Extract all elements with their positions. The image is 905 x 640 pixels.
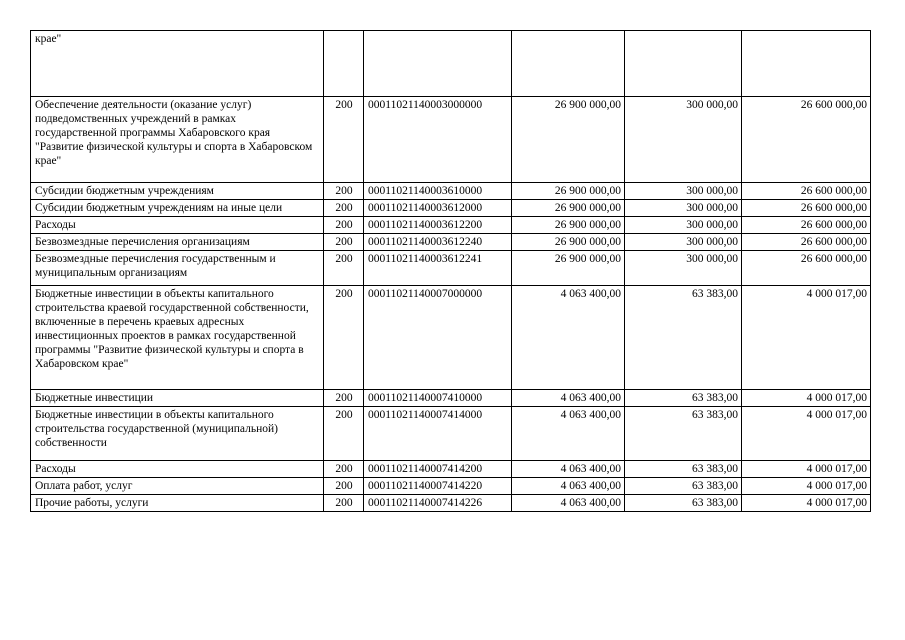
row-code (324, 31, 364, 97)
row-executed: 300 000,00 (625, 200, 742, 217)
table-row (31, 97, 871, 183)
row-unexecuted: 4 000 017,00 (742, 407, 871, 461)
row-unexecuted: 26 600 000,00 (742, 183, 871, 200)
row-code: 200 (324, 407, 364, 461)
table-row (31, 183, 871, 200)
row-name: Оплата работ, услуг (31, 478, 324, 495)
row-name: крае" (31, 31, 324, 97)
row-unexecuted: 4 000 017,00 (742, 286, 871, 390)
row-unexecuted: 26 600 000,00 (742, 234, 871, 251)
row-executed (625, 31, 742, 97)
row-executed: 300 000,00 (625, 234, 742, 251)
row-approved: 26 900 000,00 (512, 251, 625, 286)
row-name: Бюджетные инвестиции (31, 390, 324, 407)
row-executed: 63 383,00 (625, 286, 742, 390)
row-approved: 4 063 400,00 (512, 478, 625, 495)
row-name: Субсидии бюджетным учреждениям (31, 183, 324, 200)
row-code: 200 (324, 390, 364, 407)
row-approved: 4 063 400,00 (512, 407, 625, 461)
row-code: 200 (324, 234, 364, 251)
row-unexecuted: 26 600 000,00 (742, 217, 871, 234)
row-name: Субсидии бюджетным учреждениям на иные цели (31, 200, 324, 217)
row-executed: 300 000,00 (625, 97, 742, 183)
table-row (31, 234, 871, 251)
row-executed: 63 383,00 (625, 390, 742, 407)
row-unexecuted: 4 000 017,00 (742, 478, 871, 495)
row-name: Расходы (31, 461, 324, 478)
row-kbk: 00011021140007414226 (364, 495, 512, 512)
row-executed: 63 383,00 (625, 478, 742, 495)
row-approved: 4 063 400,00 (512, 390, 625, 407)
row-code: 200 (324, 286, 364, 390)
row-name: Безвозмездные перечисления организациям (31, 234, 324, 251)
table-row (31, 251, 871, 286)
row-unexecuted: 4 000 017,00 (742, 495, 871, 512)
row-kbk: 00011021140007000000 (364, 286, 512, 390)
row-unexecuted: 26 600 000,00 (742, 200, 871, 217)
row-name: Бюджетные инвестиции в объекты капитального строительства государственной (муниципальной) собственности (31, 407, 324, 461)
table-row (31, 495, 871, 512)
row-unexecuted (742, 31, 871, 97)
row-executed: 300 000,00 (625, 183, 742, 200)
row-executed: 300 000,00 (625, 251, 742, 286)
row-name: Бюджетные инвестиции в объекты капитального строительства краевой государственной собственности, включенные в перечень краевых адресных инвестиционных проектов в рамках государственной программы "Развитие физической культуры и спорта в Хабаровском крае" (31, 286, 324, 390)
row-kbk: 00011021140003000000 (364, 97, 512, 183)
row-kbk: 00011021140003612200 (364, 217, 512, 234)
row-kbk: 00011021140003610000 (364, 183, 512, 200)
row-approved: 26 900 000,00 (512, 183, 625, 200)
table-row (31, 461, 871, 478)
table-row (31, 200, 871, 217)
row-name: Расходы (31, 217, 324, 234)
row-approved: 4 063 400,00 (512, 461, 625, 478)
row-approved: 26 900 000,00 (512, 234, 625, 251)
row-code: 200 (324, 217, 364, 234)
table-row (31, 286, 871, 390)
row-unexecuted: 26 600 000,00 (742, 97, 871, 183)
row-code: 200 (324, 183, 364, 200)
table-row (31, 390, 871, 407)
row-code: 200 (324, 495, 364, 512)
row-kbk: 00011021140007414220 (364, 478, 512, 495)
row-kbk: 00011021140007410000 (364, 390, 512, 407)
row-kbk: 00011021140003612241 (364, 251, 512, 286)
row-approved: 26 900 000,00 (512, 97, 625, 183)
row-name: Безвозмездные перечисления государственным и муниципальным организациям (31, 251, 324, 286)
row-executed: 300 000,00 (625, 217, 742, 234)
row-kbk: 00011021140007414200 (364, 461, 512, 478)
row-code: 200 (324, 461, 364, 478)
row-executed: 63 383,00 (625, 461, 742, 478)
row-unexecuted: 4 000 017,00 (742, 461, 871, 478)
row-approved: 26 900 000,00 (512, 217, 625, 234)
row-kbk: 00011021140003612240 (364, 234, 512, 251)
row-approved: 4 063 400,00 (512, 286, 625, 390)
row-kbk: 00011021140007414000 (364, 407, 512, 461)
row-executed: 63 383,00 (625, 495, 742, 512)
row-approved: 26 900 000,00 (512, 200, 625, 217)
row-code: 200 (324, 200, 364, 217)
row-code: 200 (324, 251, 364, 286)
row-name: Обеспечение деятельности (оказание услуг) подведомственных учреждений в рамках государственной программы Хабаровского края "Развитие физической культуры и спорта в Хабаровском крае" (31, 97, 324, 183)
row-approved: 4 063 400,00 (512, 495, 625, 512)
row-executed: 63 383,00 (625, 407, 742, 461)
row-approved (512, 31, 625, 97)
row-unexecuted: 26 600 000,00 (742, 251, 871, 286)
budget-table (30, 30, 871, 512)
row-unexecuted: 4 000 017,00 (742, 390, 871, 407)
row-kbk (364, 31, 512, 97)
row-code: 200 (324, 97, 364, 183)
table-row (31, 407, 871, 461)
table-row (31, 31, 871, 97)
row-code: 200 (324, 478, 364, 495)
table-row (31, 478, 871, 495)
table-row (31, 217, 871, 234)
row-name: Прочие работы, услуги (31, 495, 324, 512)
row-kbk: 00011021140003612000 (364, 200, 512, 217)
